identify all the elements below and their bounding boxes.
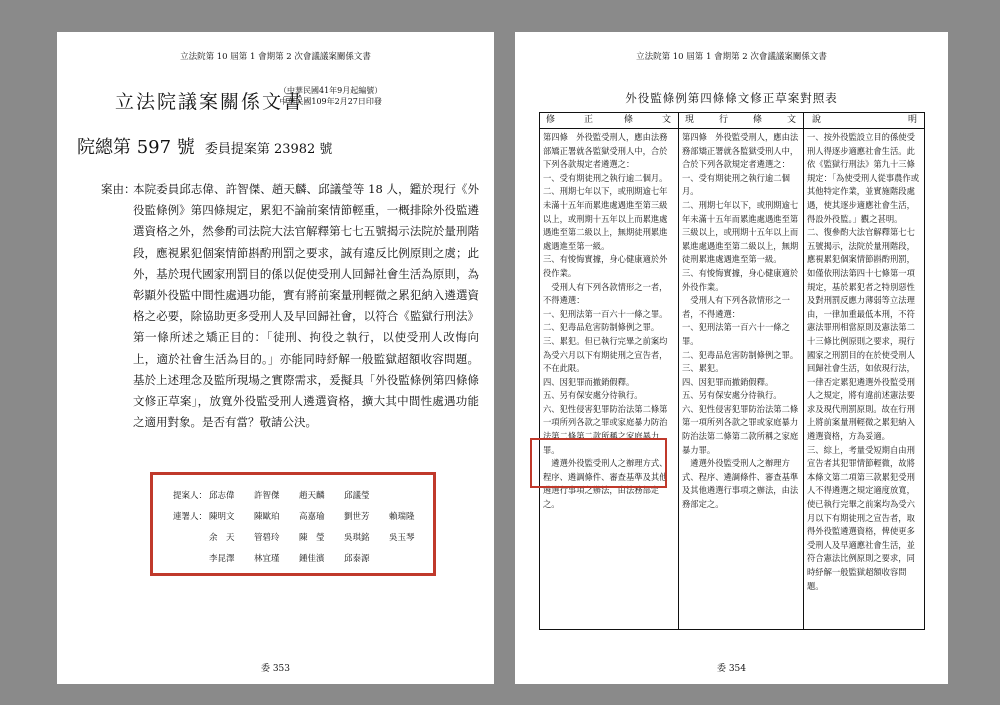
signer-name: 吳玉琴: [389, 533, 415, 543]
signer-name: 趙天麟: [299, 491, 325, 501]
signer-name: 邱議瑩: [344, 491, 370, 501]
table-title: 外役監條例第四條條文修正草案對照表: [625, 91, 838, 105]
amended-line: 三、有悛悔實據，身心健康適於外役作業。: [543, 254, 668, 278]
signer-name: 吳琪銘: [344, 533, 370, 543]
amended-line: 第四條 外役監受刑人，應由法務部矯正署就各監獄受刑人中，合於下列各款規定者遴選之：: [543, 132, 668, 170]
page-header: 立法院第 10 屆第 1 會期第 2 次會議議案關係文書: [180, 52, 371, 62]
signer-name: 余 天: [209, 533, 235, 543]
current-line: 一、受有期徒刑之執行逾二個月。: [682, 172, 790, 197]
current-line: 二、刑期七年以下，或刑期逾七年未滿十五年而累進處遇進至第三級以上，或刑期十五年以上而累進處遇進至第二級以上，無期徒刑累進處遇進至第一級。: [682, 199, 799, 265]
header-char: 條: [753, 115, 763, 125]
header-char: 正: [584, 115, 594, 125]
amended-line: 二、刑期七年以下，或刑期逾七年未滿十五年而累進處遇進至第三級以上，或刑期十五年以上而累進處遇進至第二級以上，無期徒刑累進處遇進至第一級。: [543, 186, 668, 251]
cause-section: [101, 179, 479, 433]
cause-text: 本院委員邱志偉、許智傑、趙天麟、邱議瑩等 18 人，鑑於現行《外役監條例》第四條規定，累犯不論前案情節輕重，一概排除外役監遴選資格之外，然參酌司法院大法官解釋第七七五號揭示法院於量刑階段，應視累犯個案情節斟酌刑罰之要求，誠有違反比例原則之虞；此外，基於現代國家刑罰目的係以促使受刑人回歸社會生活為原則，為彰顯外役監中間性處遇功能，實有將前案量刑輕微之累犯納入遴選資格之必要，除協助更多受刑人及早回歸社會，以符合《監獄行刑法》第一條所述之矯正目的：「徒刑、拘役之執行，以使受刑人改悔向上，適於社會生活為目的。」亦能同時紓解一般監獄超額收容問題。基於上述理念及監所現場之實際需求，爰擬具「外役監條例第四條條文修正草案」，放寬外役監受刑人遴選資格，擴大其中間性處遇功能之適用對象。是否有當？敬請公決。: [133, 182, 479, 430]
column-divider: [803, 113, 804, 629]
header-char: 修: [546, 115, 556, 125]
meta-line-1: （中華民國41年9月起編號）: [279, 86, 383, 95]
header-char: 文: [787, 115, 797, 125]
cause-label: 案由：: [101, 182, 136, 196]
amended-line: 遴選外役監受刑人之辦理方式、程序、遴調條件、審查基準及其他遴選行事項之辦法，由法務部定之。: [543, 458, 668, 510]
current-line: 四、因犯罪而撤銷假釋。: [682, 376, 774, 387]
current-line: 第四條 外役監受刑人，應由法務部矯正署就各監獄受刑人中，合於下列各款規定者遴選之：: [682, 132, 799, 170]
header-explanation: [804, 113, 924, 129]
signer-name: 許智傑: [254, 491, 280, 501]
current-line: 遴選外役監受刑人之辦理方式、程序、遴調條件、審查基準及其他遴選行事項之辦法，由法務部定之。: [682, 458, 799, 510]
current-line: 二、犯毒品危害防制條例之罪。: [682, 349, 799, 360]
document-number: [77, 133, 332, 159]
signer-name: 陳 瑩: [299, 533, 325, 543]
amended-line: 四、因犯罪而撤銷假釋。: [543, 376, 635, 387]
proposer-label: 提案人：: [173, 491, 208, 501]
right-page: [515, 32, 948, 684]
signer-name: 管碧玲: [254, 533, 280, 543]
explanation-item: 一、按外役監設立目的係使受刑人得逐步適應社會生活。此依《監獄行刑法》第九十三條規定：「為使受刑人從事農作或其他特定作業，並實施階段處遇，使其逐步適應社會生活，得設外役監。」觀之甚明。: [807, 132, 920, 224]
current-line: 受刑人有下列各款情形之一者，不得遴選：: [682, 295, 790, 319]
docket-number: 院總第 597 號: [77, 137, 195, 158]
amended-line: 二、犯毒品危害防制條例之罪。: [543, 322, 660, 333]
current-line: 五、另有保安處分待執行。: [682, 390, 782, 401]
amended-line: 一、犯刑法第一百六十一條之罪。: [543, 308, 668, 319]
amended-line: 受刑人有下列各款情形之一者，不得遴選：: [543, 281, 668, 306]
header-char: 行: [719, 115, 729, 125]
header-char: 說: [812, 115, 822, 125]
header-current: [679, 113, 803, 129]
current-column: [682, 131, 800, 512]
highlight-box: [530, 438, 667, 488]
current-line: 一、犯刑法第一百六十一條之罪。: [682, 322, 790, 346]
header-char: 條: [624, 115, 634, 125]
column-divider: [678, 113, 679, 629]
explanation-item: 三、綜上，考量受短期自由刑宣告者其犯罪情節輕微，故將本條文第二項第三款累犯受刑人不得遴選之規定適度放寬，使已執行完畢之前案均為受六月以下有期徒刑之宣告者，取得外役監遴選資格，俾使更多受刑人及早適應社會生活，並符合憲法比例原則之要求，同時紓解一般監獄超額收容問題。: [807, 444, 915, 591]
signer-name: 鍾佳濱: [299, 554, 325, 564]
explanation-item: 二、復參酌大法官解釋第七七五號揭示，法院於量刑階段，應視累犯個案情節斟酌刑罰，如僅依刑法第四十七條第一項規定，基於累犯者之特別惡性及對刑罰反應力薄弱等立法理由，一律加重最低本刑，不符憲法罪刑相當原則及憲法第二十三條比例原則之要求，現行國家之刑罰目的在於使受刑人回歸社會生活，如依現行法，一律否定累犯遴選外役監受刑人之規定，將有違前述憲法要求及現代刑罰原則。故在行刑上將前案量刑輕微之累犯納入遴選資格，方為妥適。: [807, 227, 915, 442]
meta-line-2: 中華民國109年2月27日印發: [279, 97, 382, 106]
document-title: 立法院議案關係文書: [115, 91, 305, 113]
amended-line: 六、犯性侵害犯罪防治法第二條第一項所列各款之罪或家庭暴力防治法第二條第二款所稱之家庭暴力罪。: [543, 403, 668, 455]
page-number: 委 354: [716, 664, 747, 674]
header-char: 現: [685, 115, 695, 125]
motion-number: 委員提案第 23982 號: [204, 142, 333, 157]
signer-name: 高嘉瑜: [299, 512, 325, 522]
explanation-column: [807, 131, 921, 593]
comparison-table: [539, 112, 925, 630]
signer-name: 邱泰源: [344, 554, 370, 564]
page-number: 委 353: [260, 664, 291, 674]
current-line: 三、累犯。: [682, 363, 724, 374]
signer-name: 邱志偉: [209, 491, 235, 501]
signer-name: 陳明文: [209, 512, 235, 522]
signer-name: 陳歐珀: [254, 512, 280, 522]
header-amended: [540, 113, 678, 129]
page-header: 立法院第 10 屆第 1 會期第 2 次會議議案關係文書: [636, 52, 827, 62]
signers-box: [150, 472, 436, 576]
current-line: 六、犯性侵害犯罪防治法第二條第一項所列各款之罪或家庭暴力防治法第二條第二款所稱之家庭暴力罪。: [682, 403, 799, 455]
amended-highlight: 三、累犯。但已執行完畢之前案均為受六月以下有期徒刑之宣告者，不在此限。: [543, 335, 668, 374]
current-line: 三、有悛悔實據，身心健康適於外役作業。: [682, 267, 799, 292]
signer-name: 李昆澤: [209, 554, 235, 564]
document-meta: [279, 85, 382, 107]
left-page: [57, 32, 494, 684]
cosigner-label: 連署人：: [173, 512, 208, 522]
amended-line: 五、另有保安處分待執行。: [543, 390, 643, 401]
amended-line: 一、受有期徒刑之執行逾二個月。: [543, 172, 668, 183]
header-char: 文: [662, 115, 672, 125]
signer-name: 劉世芳: [344, 512, 370, 522]
signer-name: 林宜瑾: [254, 554, 280, 564]
signer-name: 賴瑞隆: [389, 512, 415, 522]
header-char: 明: [908, 115, 918, 125]
